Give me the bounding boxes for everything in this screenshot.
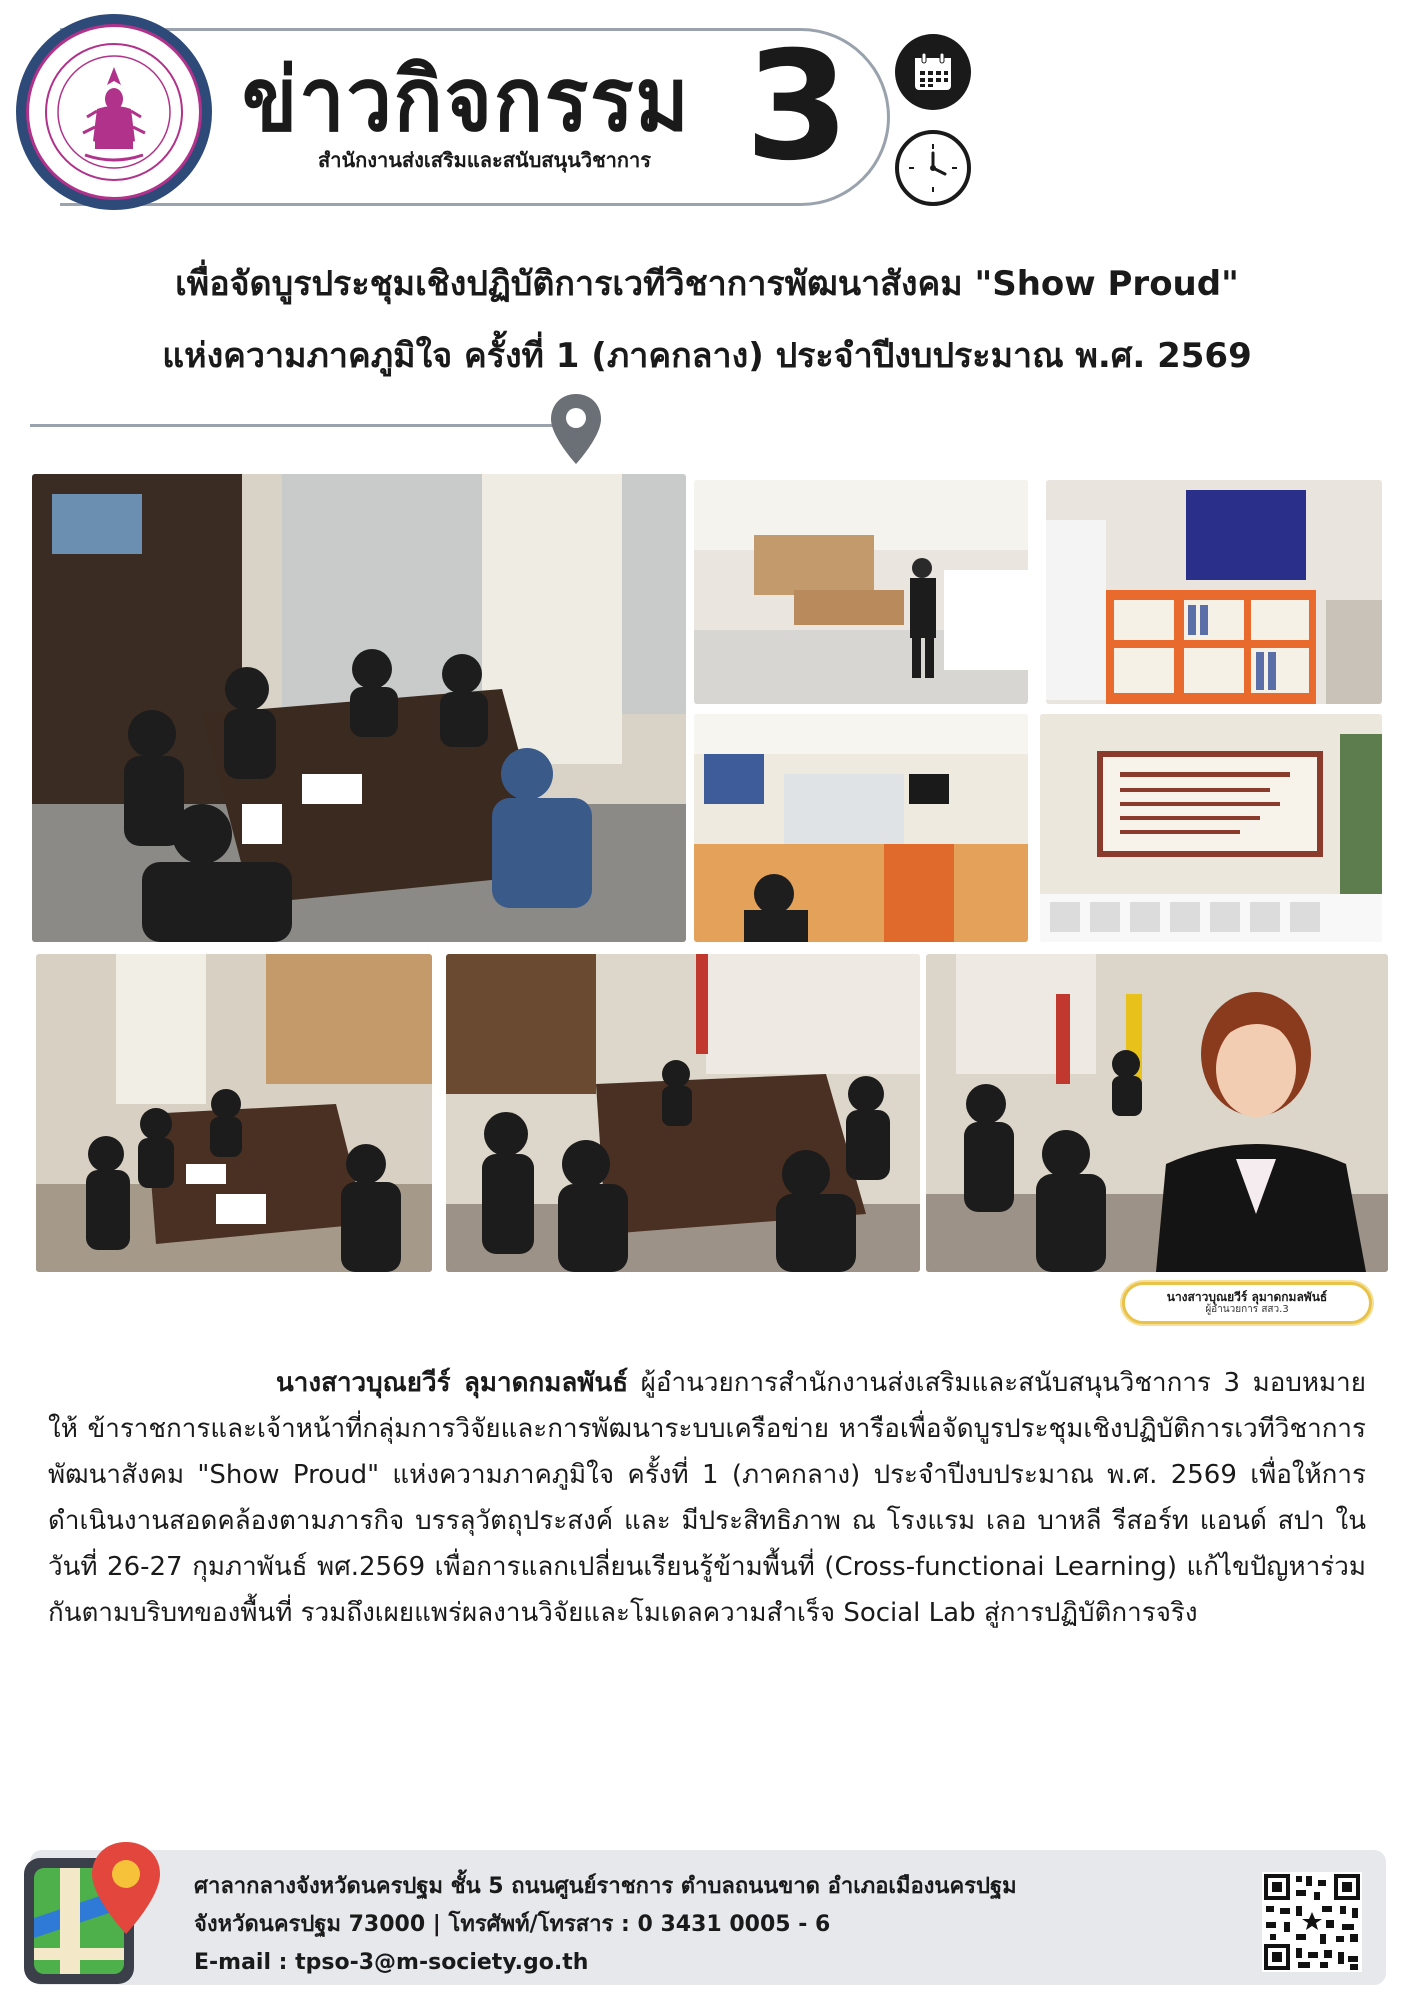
footer-address-line: ศาลากลางจังหวัดนครปฐม ชั้น 5 ถนนศูนย์ราชการ ตำบลถนนขาด อำเภอเมืองนครปฐม	[194, 1874, 1017, 1899]
photo-meeting-right-portrait	[926, 954, 1388, 1272]
photo-bookshelf	[1046, 480, 1382, 704]
photo-info-board	[1040, 714, 1382, 942]
portrait-caption	[1122, 1282, 1372, 1324]
date-text: วันพฤหัสบดีที่ 19 กุมภาพันธ์ 2569	[953, 42, 1383, 100]
article-text: ผู้อำนวยการสำนักงานส่งเสริมและสนับสนุนวิชาการ 3 มอบหมายให้ ข้าราชการและเจ้าหน้าที่กลุ่มการวิจัยและการพัฒนาระบบเครือข่าย หารือเพื่อจัดบูรประชุมเชิงปฏิบัติการเวทีวิชาการพัฒนาสังคม "Show Proud" แห่งความภาคภูมิใจ ครั้งที่ 1 (ภาคกลาง) ประจำปีงบประมาณ พ.ศ. 2569 เพื่อให้การดำเนินงานสอดคล้องตามภารกิจ บรรลุวัตถุประสงค์ และ มีประสิทธิภาพ ณ โรงแรม เลอ บาหลี รีสอร์ท แอนด์ สปา ในวันที่ 26-27 กุมภาพันธ์ พศ.2569 เพื่อการแลกเปลี่ยนเรียนรู้ข้ามพื้นที่ (Cross-functionai Learning) แก้ไขปัญหาร่วมกันตามบริบทของพื้นที่ รวมถึงเผยแพร่ผลงานวิจัยและโมเดลความสำเร็จ Social Lab สู่การปฏิบัติการจริง	[48, 1368, 1366, 1628]
portrait-position: ผู้อำนวยการ สสว.3	[1205, 1304, 1289, 1315]
organization-seal	[16, 14, 212, 210]
footer-email: E-mail : tpso-3@m-society.go.th	[194, 1950, 589, 1975]
seal-emblem-icon	[39, 37, 189, 187]
newsletter-title: ข่าวกิจกรรม	[242, 48, 691, 151]
footer-contact-line: จังหวัดนครปฐม 73000 | โทรศัพท์/โทรสาร : 0 3431 0005 - 6	[194, 1912, 831, 1937]
time-text: ตั้งแต่เวลา 09.30 น. - 12.00 น.	[953, 138, 1383, 196]
divider-line	[30, 424, 590, 427]
qr-code	[1262, 1872, 1362, 1972]
headline-line-2: แห่งความภาคภูมิใจ ครั้งที่ 1 (ภาคกลาง) ประจำปีงบประมาณ พ.ศ. 2569	[162, 336, 1252, 376]
article-body	[48, 1360, 1366, 1636]
photo-office-counter	[694, 714, 1028, 942]
headline-line-1: เพื่อจัดบูรประชุมเชิงปฏิบัติการเวทีวิชาการพัฒนาสังคม "Show Proud"	[175, 264, 1239, 304]
photo-service-hall	[694, 480, 1028, 704]
clock-icon	[895, 130, 971, 206]
director-name: นางสาวบุณยวีร์ ลุมาดกมลพันธ์	[276, 1368, 629, 1398]
photo-meeting-large	[32, 474, 686, 942]
office-name: สำนักงานส่งเสริมและสนับสนุนวิชาการ	[318, 148, 651, 172]
newsletter-number: 3	[745, 20, 850, 194]
portrait-name: นางสาวบุณยวีร์ ลุมาดกมลพันธ์	[1166, 1290, 1328, 1304]
date-row	[895, 34, 1395, 110]
footer-address	[194, 1868, 1017, 1982]
photo-meeting-left	[36, 954, 432, 1272]
location-text: ณ ศูนย์บริการสาธารณะสุขชุมชน เทศบาลตำบลดอนยายหอม	[574, 404, 1374, 454]
headline	[40, 248, 1374, 392]
calendar-icon	[895, 34, 971, 110]
time-row	[895, 130, 1395, 206]
map-pin-icon	[20, 1838, 172, 1988]
location-pin-icon	[548, 392, 604, 466]
photo-meeting-center	[446, 954, 920, 1272]
